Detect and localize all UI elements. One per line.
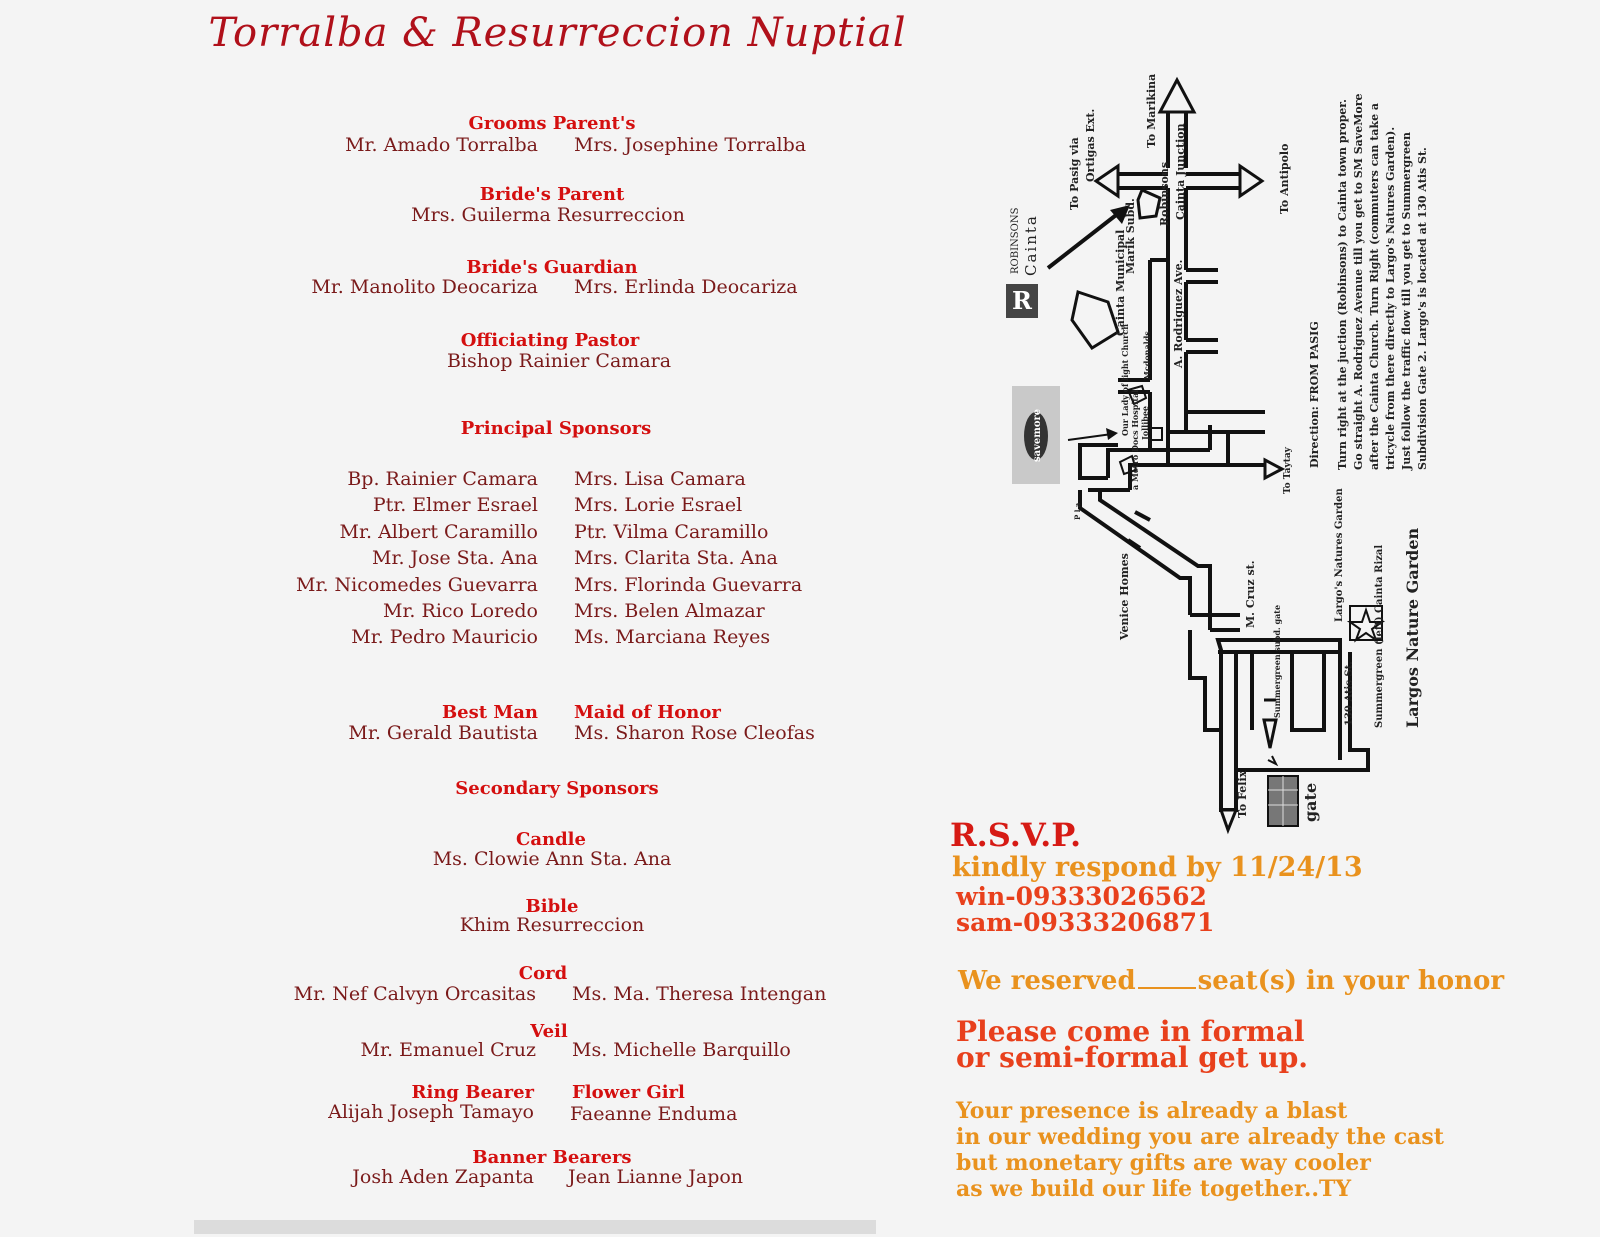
ortigas-ext-label: Ortigas Ext. <box>1084 108 1097 182</box>
cord-left: Mr. Nef Calvyn Orcasitas <box>293 983 536 1005</box>
robinsons-short-label: Robinsons <box>1158 161 1171 226</box>
savemore-label: savemore <box>1032 408 1043 462</box>
to-taytay-label: To Taytay <box>1283 447 1293 494</box>
jollibee-label: Jollibee <box>1140 405 1150 440</box>
direction-line: Turn right at the juction (Robinsons) to Cainta town proper. <box>1336 99 1349 470</box>
metro-docs-label: a Metro Docs Hospital <box>1130 389 1140 490</box>
directions-heading: Direction: FROM PASIG <box>1308 321 1321 468</box>
reserved-after: seat(s) in your honor <box>1197 966 1505 996</box>
maid-of-honor-name: Ms. Sharon Rose Cleofas <box>574 722 815 744</box>
svg-text:R: R <box>1012 286 1032 315</box>
officiating-pastor-label: Officiating Pastor <box>460 330 640 351</box>
to-marikina-label: To Marikina <box>1145 73 1158 148</box>
atis-st-label: 130 Atis St. <box>1344 661 1355 726</box>
principal-sponsor-left: Mr. Albert Caramillo <box>339 521 538 543</box>
largos-garden-label: Largo's Natures Garden <box>1334 488 1345 622</box>
reserved-seats <box>958 966 1504 996</box>
direction-line: Subdivision Gate 2. Largo's is located at 130 Atis St. <box>1416 147 1429 470</box>
brides-guardian-left: Mr. Manolito Deocariza <box>311 276 538 298</box>
flower-girl-name: Faeanne Enduma <box>570 1103 738 1125</box>
attire-line-2: or semi-formal get up. <box>956 1041 1309 1074</box>
p-letters-label: P l a <box>1073 502 1082 520</box>
largos-nature-garden-label: Largos Nature Garden <box>1403 527 1422 728</box>
seat-count-blank <box>1138 987 1196 989</box>
grooms-parents-label: Grooms Parent's <box>468 113 636 134</box>
flower-girl-label: Flower Girl <box>572 1082 685 1103</box>
rsvp-heading: R.S.V.P. <box>950 816 1082 854</box>
veil-label: Veil <box>530 1021 568 1042</box>
principal-sponsor-right: Mrs. Florinda Guevarra <box>574 574 803 596</box>
arrow-antipolo <box>1240 166 1262 196</box>
principal-sponsor-right: Ms. Marciana Reyes <box>574 626 771 648</box>
marik-subd-label: Marik Subd. <box>1124 198 1137 274</box>
cainta-junction-label: Cainta Junction <box>1174 123 1187 220</box>
to-antipolo-label: To Antipolo <box>1278 143 1291 214</box>
veil-left: Mr. Emanuel Cruz <box>360 1039 536 1061</box>
principal-sponsor-left: Mr. Pedro Mauricio <box>351 626 538 648</box>
cainta-municipal-label: Cainta Municipal <box>1114 229 1127 336</box>
brides-parent-name: Mrs. Guilerma Resurreccion <box>411 204 685 226</box>
road-summergreen <box>1190 630 1340 730</box>
a-rodriguez-label: A. Rodriguez Ave. <box>1172 259 1185 368</box>
principal-sponsor-right: Ptr. Vilma Caramillo <box>574 521 769 543</box>
arrow-pasig <box>1096 166 1118 196</box>
bible-name: Khim Resurreccion <box>459 914 645 936</box>
contact-win: win-09333026562 <box>956 882 1207 911</box>
principal-sponsor-right: Mrs. Belen Almazar <box>574 600 765 622</box>
officiating-pastor-name: Bishop Rainier Camara <box>446 350 672 372</box>
venice-homes-label: Venice Homes <box>1118 553 1131 640</box>
ring-bearer-name: Alijah Joseph Tamayo <box>328 1101 534 1123</box>
banner-bearer-right: Jean Lianne Japon <box>568 1166 744 1188</box>
best-man-name: Mr. Gerald Bautista <box>348 722 538 744</box>
poem-line-1: Your presence is already a blast <box>956 1098 1348 1124</box>
respond-by: kindly respond by 11/24/13 <box>952 852 1363 883</box>
principal-sponsor-left: Ptr. Elmer Esrael <box>372 494 538 516</box>
principal-sponsor-right: Mrs. Lorie Esrael <box>574 494 743 516</box>
poem-line-2: in our wedding you are already the cast <box>956 1124 1444 1150</box>
bible-label: Bible <box>525 896 579 917</box>
road-venice <box>1080 490 1210 630</box>
principal-sponsor-right: Mrs. Clarita Sta. Ana <box>574 547 778 569</box>
to-felix-label: To Felix <box>1236 770 1249 818</box>
best-man-label: Best Man <box>441 702 538 723</box>
veil-right: Ms. Michelle Barquillo <box>572 1039 791 1061</box>
summergreen-left-label: Summergreen (left) Cainta Rizal <box>1374 544 1385 728</box>
principal-sponsor-right: Mrs. Lisa Camara <box>574 468 746 490</box>
secondary-sponsors-label: Secondary Sponsors <box>455 778 659 799</box>
arrow-taytay <box>1265 460 1282 478</box>
gate-label: gate <box>1301 782 1320 822</box>
robinsons-place-label: Cainta <box>1022 214 1040 276</box>
program-title: Torralba & Resurreccion Nuptial <box>208 10 907 56</box>
principal-sponsor-left: Mr. Nicomedes Guevarra <box>296 574 538 596</box>
robinsons-brand-label: ROBINSONS <box>1010 207 1021 274</box>
grooms-father: Mr. Amado Torralba <box>345 134 538 156</box>
brides-parent-label: Bride's Parent <box>479 184 625 205</box>
grooms-mother: Mrs. Josephine Torralba <box>574 134 807 156</box>
reserved-before: We reserved <box>958 966 1136 996</box>
to-pasig-label: To Pasig via <box>1068 137 1081 210</box>
principal-sponsor-left: Bp. Rainier Camara <box>347 468 538 490</box>
banner-bearer-left: Josh Aden Zapanta <box>352 1166 534 1188</box>
cord-label: Cord <box>518 963 568 984</box>
poem-line-3: but monetary gifts are way cooler <box>956 1150 1371 1176</box>
principal-sponsor-left: Mr. Rico Loredo <box>382 600 538 622</box>
ring-bearer-label: Ring Bearer <box>411 1082 534 1103</box>
contact-sam: sam-09333206871 <box>956 908 1215 937</box>
m-cruz-label: M. Cruz st. <box>1244 560 1257 628</box>
direction-line: tricycle from there directly to Largo's Natures Garden). <box>1384 126 1397 470</box>
brides-guardian-right: Mrs. Erlinda Deocariza <box>574 276 798 298</box>
principal-sponsor-left: Mr. Jose Sta. Ana <box>372 547 538 569</box>
attire-line-1: Please come in formal <box>956 1015 1305 1048</box>
arrow-felix <box>1221 810 1236 830</box>
banner-bearers-label: Banner Bearers <box>472 1147 632 1168</box>
summergreen-gate-label: Summergreen subd. gate <box>1272 604 1282 718</box>
mcdonalds-label: Mcdonalds <box>1142 331 1152 380</box>
arrow-marikina <box>1160 80 1194 112</box>
our-lady-label: Our Lady of light Church <box>1120 323 1130 436</box>
candle-name: Ms. Clowie Ann Sta. Ana <box>432 848 672 870</box>
poem-line-4: as we build our life together..TY <box>956 1176 1352 1202</box>
candle-label: Candle <box>516 829 586 850</box>
brides-guardian-label: Bride's Guardian <box>466 257 638 278</box>
direction-line: Go straight A. Rodriguez Avenue till you get to SM SaveMore <box>1352 93 1365 470</box>
direction-line: Just follow the traffic flow till you get to Summergreen <box>1400 132 1413 470</box>
road-east-west <box>1168 400 1265 432</box>
principal-sponsors-label: Principal Sponsors <box>460 418 652 439</box>
maid-of-honor-label: Maid of Honor <box>574 702 721 723</box>
cord-right: Ms. Ma. Theresa Intengan <box>572 983 827 1005</box>
direction-line: after the Cainta Church. Turn Right (commuters can take a <box>1368 102 1381 470</box>
